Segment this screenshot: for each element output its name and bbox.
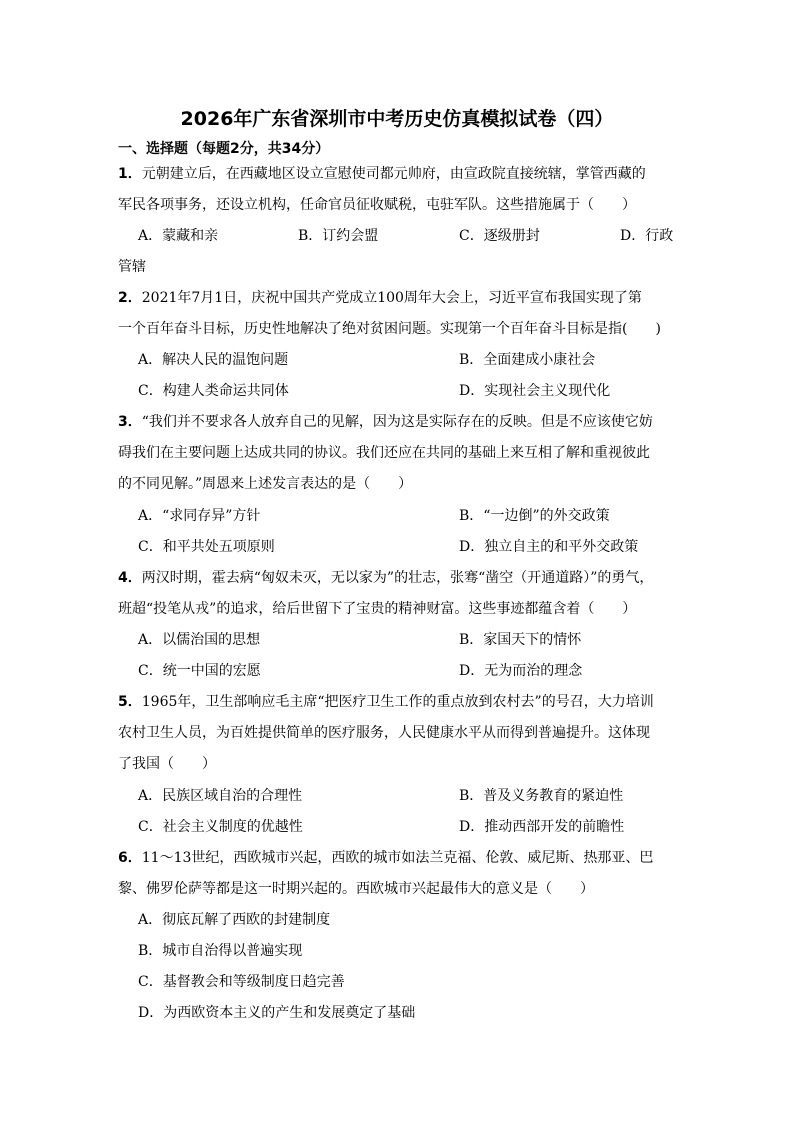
question-5-line-3: 了我国（ ） bbox=[118, 756, 216, 772]
question-number: 4． bbox=[118, 570, 142, 586]
option[interactable]: C．基督教会和等级制度日趋完善 bbox=[138, 974, 345, 990]
question-number: 2． bbox=[118, 290, 142, 306]
question-6-line-2: 黎、佛罗伦萨等都是这一时期兴起的。西欧城市兴起最伟大的意义是（ ） bbox=[118, 881, 594, 897]
question-3-line-1: 3．“我们并不要求各人放弃自己的见解，因为这是实际存在的反映。但是不应该使它妨 bbox=[118, 414, 653, 430]
option[interactable]: A．以儒治国的思想 bbox=[138, 632, 261, 648]
option[interactable]: D．无为而治的理念 bbox=[459, 663, 583, 679]
question-number: 3． bbox=[118, 414, 142, 430]
option[interactable]: C．逐级册封 bbox=[459, 228, 540, 244]
question-3-line-3: 的不同见解。”周恩来上述发言表达的是（ ） bbox=[118, 476, 413, 492]
option[interactable]: C．统一中国的宏愿 bbox=[138, 663, 261, 679]
option[interactable]: B．家国天下的情怀 bbox=[459, 632, 582, 648]
option[interactable]: B．订约会盟 bbox=[298, 228, 379, 244]
option-continuation: 管辖 bbox=[118, 259, 146, 275]
option[interactable]: D．为西欧资本主义的产生和发展奠定了基础 bbox=[138, 1005, 416, 1021]
option[interactable]: C．构建人类命运共同体 bbox=[138, 383, 289, 399]
option[interactable]: B．“一边倒”的外交政策 bbox=[459, 508, 610, 524]
question-2-line-1: 2．2021年7月1日，庆祝中国共产党成立100周年大会上，习近平宣布我国实现了第 bbox=[118, 290, 642, 306]
question-4-line-1: 4．两汉时期，霍去病“匈奴未灭，无以家为”的壮志，张骞“凿空（开通道路）”的勇气， bbox=[118, 570, 654, 586]
page-title: 2026年广东省深圳市中考历史仿真模拟试卷（四） bbox=[180, 108, 614, 130]
option[interactable]: D．推动西部开发的前瞻性 bbox=[459, 819, 625, 835]
question-5-line-2: 农村卫生人员，为百姓提供简单的医疗服务，人民健康水平从而得到普遍提升。这体现 bbox=[118, 725, 650, 741]
option[interactable]: C．社会主义制度的优越性 bbox=[138, 819, 303, 835]
option[interactable]: B．城市自治得以普遍实现 bbox=[138, 943, 303, 959]
question-1-line-2: 军民各项事务，还设立机构，任命官员征收赋税，屯驻军队。这些措施属于（ ） bbox=[118, 197, 636, 213]
question-number: 1． bbox=[118, 166, 142, 182]
question-5-line-1: 5．1965年，卫生部响应毛主席“把医疗卫生工作的重点放到农村去”的号召，大力培训 bbox=[118, 694, 654, 710]
option[interactable]: A．民族区域自治的合理性 bbox=[138, 788, 303, 804]
question-number: 6． bbox=[118, 850, 142, 866]
option[interactable]: A．蒙藏和亲 bbox=[138, 228, 219, 244]
option[interactable]: C．和平共处五项原则 bbox=[138, 539, 275, 555]
question-2-line-2: 一个百年奋斗目标，历史性地解决了绝对贫困问题。实现第一个百年奋斗目标是指( ) bbox=[118, 321, 661, 337]
option[interactable]: D．独立自主的和平外交政策 bbox=[459, 539, 639, 555]
question-4-line-2: 班超“投笔从戎”的追求，给后世留下了宝贵的精神财富。这些事迹都蕴含着（ ） bbox=[118, 601, 637, 617]
option[interactable]: D．实现社会主义现代化 bbox=[459, 383, 611, 399]
question-6-line-1: 6．11～13世纪，西欧城市兴起，西欧的城市如法兰克福、伦敦、威尼斯、热那亚、巴 bbox=[118, 850, 654, 866]
option[interactable]: B．全面建成小康社会 bbox=[459, 352, 596, 368]
option[interactable]: A．解决人民的温饱问题 bbox=[138, 352, 289, 368]
option[interactable]: A．“求同存异”方针 bbox=[138, 508, 261, 524]
option[interactable]: B．普及义务教育的紧迫性 bbox=[459, 788, 624, 804]
section-heading: 一、选择题（每题2分，共34分） bbox=[118, 141, 330, 157]
option[interactable]: D．行政 bbox=[620, 228, 674, 244]
question-number: 5． bbox=[118, 694, 142, 710]
question-3-line-2: 碍我们在主要问题上达成共同的协议。我们还应在共同的基础上来互相了解和重视彼此 bbox=[118, 445, 650, 461]
option[interactable]: A．彻底瓦解了西欧的封建制度 bbox=[138, 912, 331, 928]
question-1-line-1: 1．元朝建立后，在西藏地区设立宣慰使司都元帅府，由宣政院直接统辖，掌管西藏的 bbox=[118, 166, 646, 182]
